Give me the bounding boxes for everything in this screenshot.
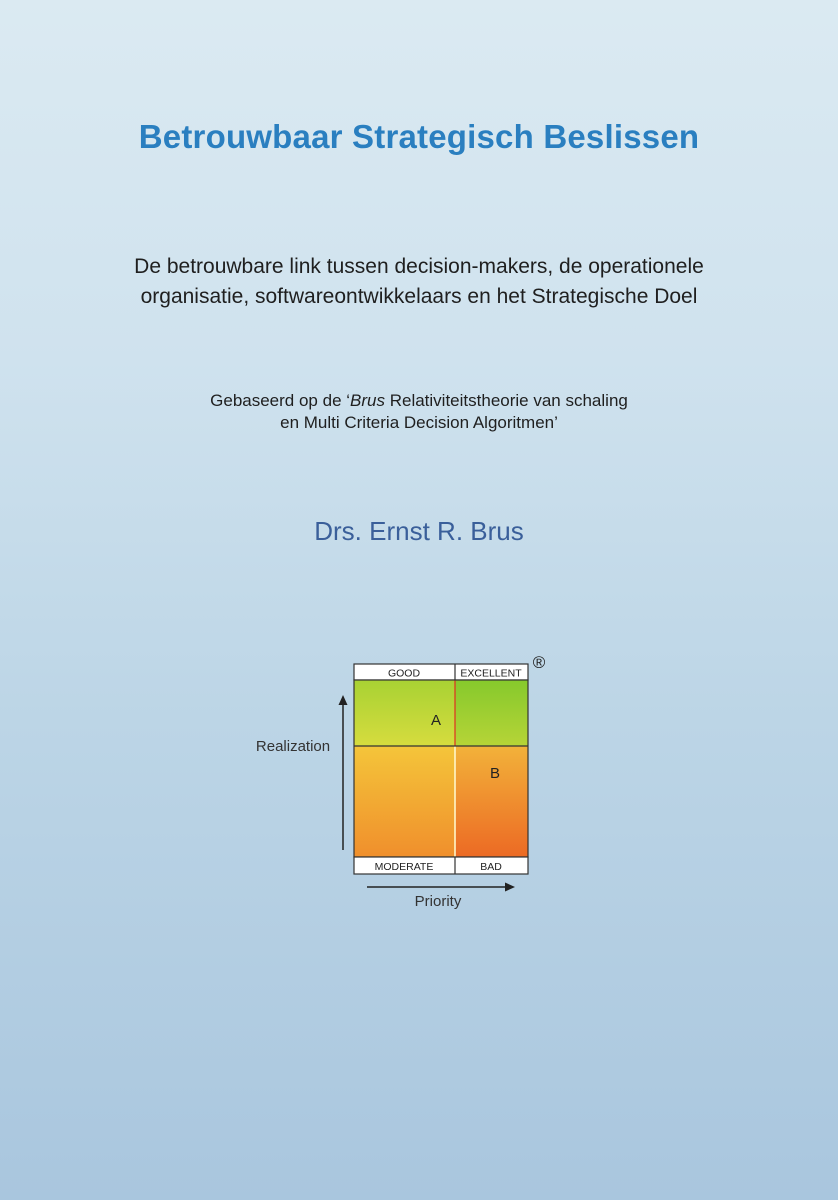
book-title: Betrouwbaar Strategisch Beslissen bbox=[138, 118, 700, 155]
label-bad: BAD bbox=[480, 861, 502, 873]
author-name: Drs. Ernst R. Brus bbox=[314, 516, 524, 546]
point-a-label: A bbox=[430, 712, 442, 729]
priority-realization-matrix bbox=[240, 645, 570, 925]
y-axis-label: Realization bbox=[255, 738, 331, 755]
registered-mark: ® bbox=[532, 653, 546, 672]
point-b-label: B bbox=[489, 765, 501, 782]
based-on-line-1 bbox=[0, 390, 838, 412]
label-good: GOOD bbox=[387, 667, 421, 680]
quadrant-moderate bbox=[354, 746, 455, 857]
label-excellent: EXCELLENT bbox=[460, 667, 522, 680]
based-on-italic: Brus bbox=[350, 391, 385, 410]
based-on-suffix: Relativiteitstheorie van schaling bbox=[385, 391, 628, 410]
quadrant-bad bbox=[455, 746, 528, 857]
based-on-prefix: Gebaseerd op de ‘ bbox=[210, 391, 351, 410]
label-moderate: MODERATE bbox=[374, 861, 434, 873]
x-axis-label: Priority bbox=[414, 893, 462, 910]
based-on-text bbox=[0, 390, 838, 434]
subtitle-line-2: organisatie, softwareontwikkelaars en het Strategische Doel bbox=[140, 285, 698, 308]
based-on-line-2: en Multi Criteria Decision Algoritmen’ bbox=[280, 413, 558, 432]
book-subtitle bbox=[0, 252, 838, 312]
subtitle-line-1: De betrouwbare link tussen decision-makers, de operationele bbox=[134, 255, 704, 278]
quadrant-excellent bbox=[455, 680, 528, 746]
